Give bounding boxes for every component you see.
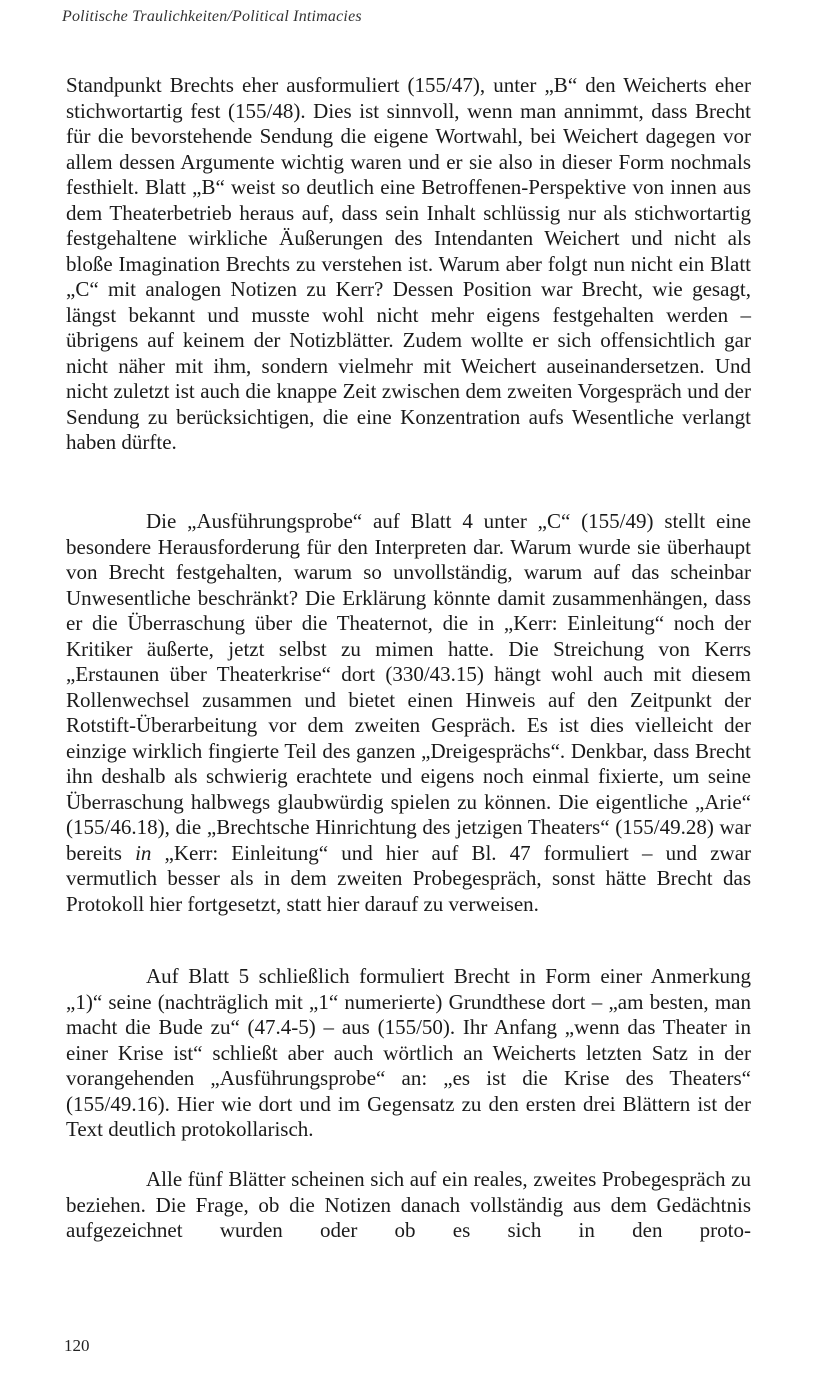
paragraph-2-italic-word: in xyxy=(135,840,152,865)
paragraph xyxy=(66,964,751,1143)
paragraph-3-text: Auf Blatt 5 schließlich formuliert Brecht in Form einer Anmerkung „1)“ seine (nachträglich mit „1“ numerierte) Grundthese dort – „am besten, man macht die Bude zu“ (47.4-5) – aus (155/50). Ihr Anfang „wenn das Theater in einer Krise ist“ schließt aber auch wörtlich an Weicherts letzten Satz in der vorangehenden „Ausführungsprobe“ an: „es ist die Krise des Theaters“ (155/49.16). Hier wie dort und im Gegensatz zu den ersten drei Blättern ist der Text deutlich protokollarisch. xyxy=(66,964,751,1141)
paragraph xyxy=(66,73,751,456)
paragraph-2-part-1: Die „Ausführungsprobe“ auf Blatt 4 unter „C“ (155/49) stellt eine besondere Herausforderung für den Interpreten dar. Warum wurde sie überhaupt von Brecht festgehalten, warum so unvollständig, warum auf das scheinbar Unwesentliche beschränkt? Die Erklärung könnte damit zusammenhängen, dass er die Überraschung über die Theaternot, die in „Kerr: Einleitung“ noch der Kritiker äußerte, jetzt selbst zu mimen hatte. Die Streichung von Kerrs „Erstaunen über Theaterkrise“ dort (330/43.15) hängt wohl auch mit diesem Rollenwechsel zusammen und bietet einen Hinweis auf den Zeitpunkt der Rotstift-Überarbeitung vor dem zweiten Gespräch. Es ist dies vielleicht der einzige wirklich fingierte Teil des ganzen „Dreigesprächs“. Denkbar, dass Brecht ihn deshalb als schwierig erachtete und eigens noch einmal fixierte, um seine Überraschung halbwegs glaubwürdig spielen zu können. Die eigentliche „Arie“ (155/46.18), die „Brechtsche Hinrichtung des jetzigen Theaters“ (155/49.28) war bereits xyxy=(66,509,751,865)
paragraph-2-part-2: „Kerr: Einleitung“ und hier auf Bl. 47 formuliert – und zwar vermutlich besser als in dem zweiten Probegespräch, sonst hätte Brecht das Protokoll hier fortgesetzt, statt hier darauf zu verweisen. xyxy=(66,840,752,916)
page-number: 120 xyxy=(64,1336,90,1355)
paragraph-4-text: Alle fünf Blätter scheinen sich auf ein reales, zweites Probegespräch zu beziehen. Die Frage, ob die Notizen danach vollständig aus dem Gedächtnis aufgezeichnet wurden oder ob es sich in den proto- xyxy=(66,1167,751,1242)
paragraph-1-text: Standpunkt Brechts eher ausformuliert (155/47), unter „B“ den Weicherts eher stichwortartig fest (155/48). Dies ist sinnvoll, wenn man annimmt, dass Brecht für die bevorstehende Sendung die eigene Wortwahl, bei Weichert dagegen vor allem dessen Argumente wichtig waren und er sie also in dieser Form nochmals festhielt. Blatt „B“ weist so deutlich eine Betroffenen-Perspektive von innen aus dem Theaterbetrieb heraus auf, dass sein Inhalt schlüssig nur als stichwortartig festgehaltene wirkliche Äußerungen des Intendanten Weichert und nicht als bloße Imagination Brechts zu verstehen ist. Warum aber folgt nun nicht ein Blatt „C“ mit analogen Notizen zu Kerr? Dessen Position war Brecht, wie gesagt, längst bekannt und musste wohl nicht mehr eigens festgehalten werden – übrigens auf keinem der Notizblätter. Zudem wollte er sich offensichtlich gar nicht näher mit ihm, sondern vielmehr mit Weichert auseinandersetzen. Und nicht zuletzt ist auch die knappe Zeit zwischen dem zweiten Vorgespräch und der Sendung zu berücksichtigen, die eine Konzentration aufs Wesentliche verlangt haben dürfte. xyxy=(66,73,751,454)
paragraph xyxy=(66,1167,751,1244)
paragraph xyxy=(66,509,751,917)
running-header: Politische Traulichkeiten/Political Intimacies xyxy=(62,8,362,25)
paragraph-2-text xyxy=(66,509,751,917)
